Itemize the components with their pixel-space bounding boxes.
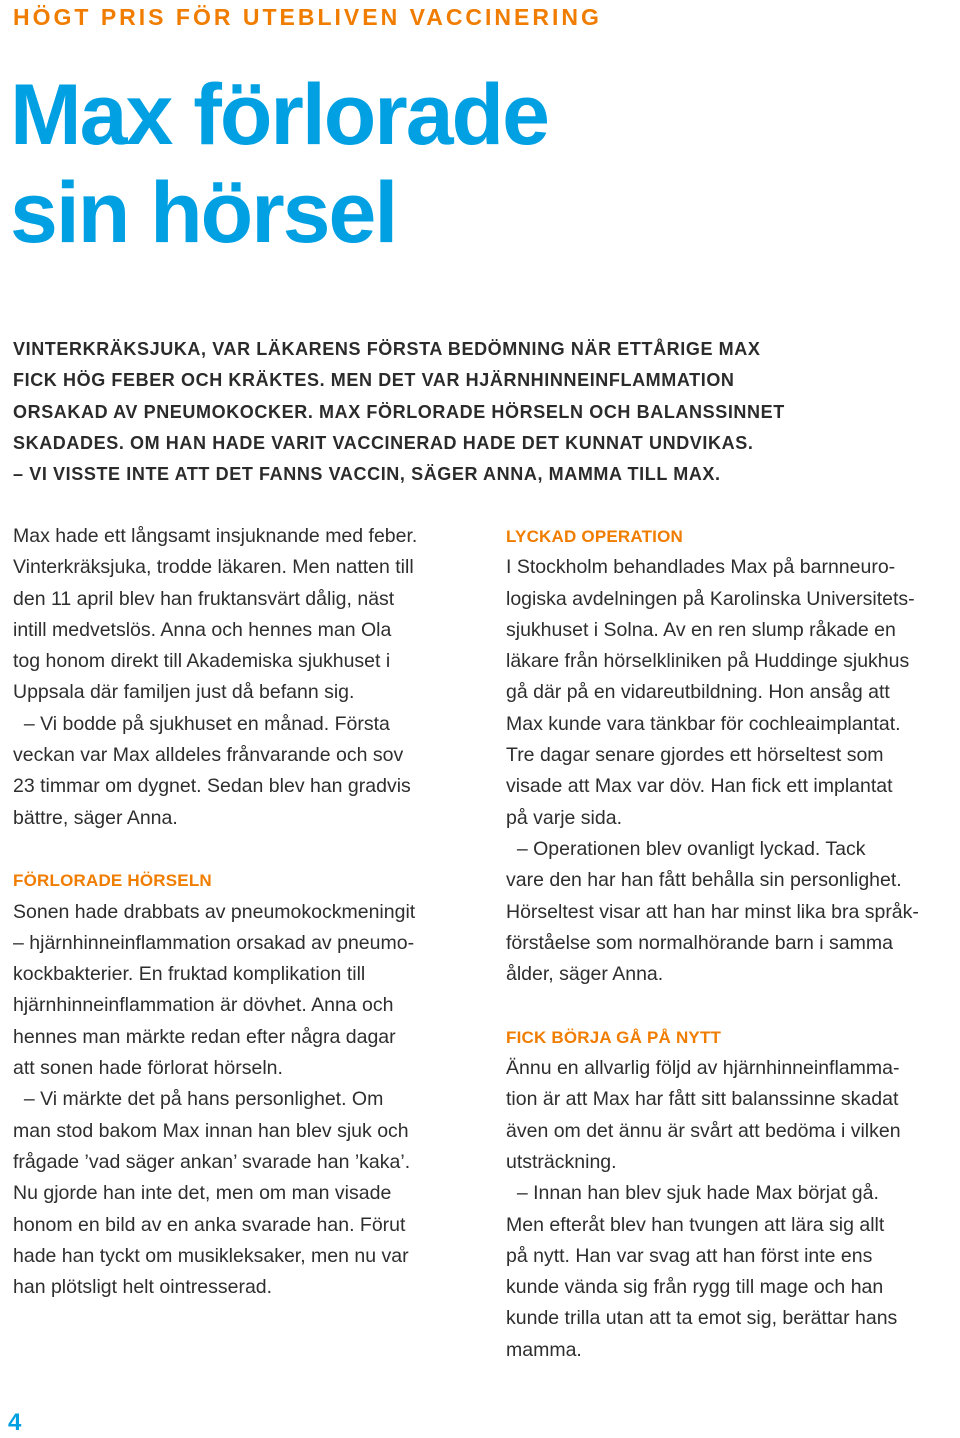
body-line: vare den har han fått behålla sin personlighet. (506, 869, 902, 892)
body-line: sjukhuset i Solna. Av en ren slump råkade en (506, 618, 896, 641)
body-line: honom en bild av en anka svarade han. Förut (13, 1213, 406, 1236)
body-line: veckan var Max alldeles frånvarande och sov (13, 744, 404, 767)
body-line: Max hade ett långsamt insjuknande med feber. (13, 525, 418, 547)
headline-line-2: sin hörsel (10, 165, 397, 261)
lead-line: – VI VISSTE INTE ATT DET FANNS VACCIN, SÄGER ANNA, MAMMA TILL MAX. (13, 464, 721, 485)
body-line: – Vi bodde på sjukhuset en månad. Första (13, 712, 390, 735)
body-line: tion är att Max har fått sitt balanssinne skadat (506, 1088, 899, 1111)
body-line: – Innan han blev sjuk hade Max börjat gå. (506, 1182, 879, 1205)
lead-line: FICK HÖG FEBER OCH KRÄKTES. MEN DET VAR HJÄRNHINNEINFLAMMATION (13, 370, 735, 391)
body-line: Sonen hade drabbats av pneumokockmeningit (13, 900, 416, 923)
body-line: att sonen hade förlorat hörseln. (13, 1057, 283, 1080)
body-line: Tre dagar senare gjordes ett hörseltest som (506, 744, 884, 767)
body-line: – hjärnhinneinflammation orsakad av pneumo- (13, 931, 415, 954)
body-line: läkare från hörselkliniken på Huddinge sjukhus (506, 650, 910, 673)
body-line: – Operationen blev ovanligt lyckad. Tack (506, 837, 866, 860)
body-line: hennes man märkte redan efter några dagar (13, 1025, 396, 1048)
body-line: – Vi märkte det på hans personlighet. Om (13, 1088, 384, 1111)
body-line: Max kunde vara tänkbar för cochleaimplantat. (506, 712, 901, 735)
article-headline (10, 66, 548, 262)
body-line: visade att Max var döv. Han fick ett implantat (506, 775, 893, 798)
article-kicker: HÖGT PRIS FÖR UTEBLIVEN VACCINERING (13, 4, 602, 30)
body-line: Vinterkräksjuka, trodde läkaren. Men natten till (13, 556, 414, 579)
subheading-lyckad-operation: LYCKAD OPERATION (506, 527, 683, 546)
body-line: ålder, säger Anna. (506, 963, 664, 986)
body-line: kunde trilla utan att ta emot sig, berättar hans (506, 1307, 898, 1330)
body-line: utsträckning. (506, 1150, 617, 1173)
body-line: frågade ’vad säger ankan’ svarade han ’kaka’. (13, 1150, 411, 1173)
body-line: Nu gjorde han inte det, men om man visade (13, 1182, 392, 1205)
body-line: Hörseltest visar att han har minst lika bra språk- (506, 900, 919, 923)
spacer (13, 834, 483, 865)
body-line: Ännu en allvarlig följd av hjärnhinneinflamma- (506, 1057, 900, 1080)
left-column (13, 521, 483, 1303)
body-line: kunde vända sig från rygg till mage och han (506, 1276, 884, 1299)
page-number: 4 (8, 1409, 22, 1436)
body-line: I Stockholm behandlades Max på barnneuro- (506, 556, 896, 579)
spacer (506, 990, 954, 1021)
body-line: intill medvetslös. Anna och hennes man Ola (13, 618, 392, 641)
body-line: även om det ännu är svårt att bedöma i vilken (506, 1119, 901, 1142)
lead-line: SKADADES. OM HAN HADE VARIT VACCINERAD HADE DET KUNNAT UNDVIKAS. (13, 432, 754, 453)
body-line: Uppsala där familjen just då befann sig. (13, 681, 355, 704)
body-line: förståelse som normalhörande barn i samma (506, 931, 893, 954)
body-line: tog honom direkt till Akademiska sjukhuset i (13, 650, 391, 673)
body-line: hjärnhinneinflammation är dövhet. Anna och (13, 994, 394, 1017)
body-line: hade han tyckt om musikleksaker, men nu var (13, 1244, 409, 1267)
body-line: kockbakterier. En fruktad komplikation till (13, 963, 366, 986)
subheading-forlorade-horseln: FÖRLORADE HÖRSELN (13, 871, 212, 891)
body-line: på varje sida. (506, 806, 622, 829)
body-line: på nytt. Han var svag att han först inte ens (506, 1244, 873, 1267)
body-line: bättre, säger Anna. (13, 806, 178, 829)
body-line: man stod bakom Max innan han blev sjuk och (13, 1119, 409, 1142)
right-column (506, 521, 954, 1366)
body-line: han plötsligt helt ointresserad. (13, 1276, 273, 1299)
body-line: den 11 april blev han fruktansvärt dålig, näst (13, 587, 395, 610)
lead-line: ORSAKAD AV PNEUMOKOCKER. MAX FÖRLORADE HÖRSELN OCH BALANSSINNET (13, 401, 785, 422)
body-line: mamma. (506, 1338, 582, 1361)
body-line: Men efteråt blev han tvungen att lära sig allt (506, 1213, 885, 1236)
headline-line-1: Max förlorade (10, 67, 548, 163)
body-line: 23 timmar om dygnet. Sedan blev han gradvis (13, 775, 411, 798)
body-line: logiska avdelningen på Karolinska Universitets- (506, 587, 915, 610)
body-line: gå där på en vidareutbildning. Hon ansåg att (506, 681, 890, 704)
subheading-fick-borja-ga: FICK BÖRJA GÅ PÅ NYTT (506, 1027, 722, 1047)
lead-line: VINTERKRÄKSJUKA, VAR LÄKARENS FÖRSTA BEDÖMNING NÄR ETTÅRIGE MAX (13, 339, 761, 359)
article-lead (13, 334, 953, 490)
